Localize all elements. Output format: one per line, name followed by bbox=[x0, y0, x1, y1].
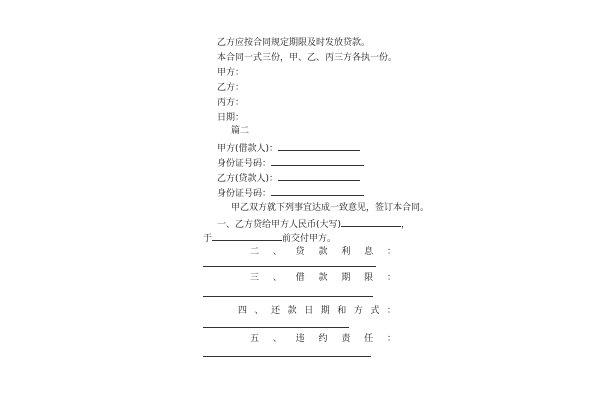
clause-5-char: 违 bbox=[295, 334, 305, 344]
clause-5-char: 五 bbox=[250, 334, 260, 344]
clause-2-char: 、 bbox=[272, 247, 282, 257]
borrower-row bbox=[217, 141, 360, 155]
clause-4-char: 款 bbox=[287, 306, 297, 316]
id-number-row-2 bbox=[217, 186, 364, 200]
clause-3-char: 期 bbox=[341, 273, 351, 283]
clause-2-char: 利 bbox=[341, 247, 351, 257]
clause-4-char: 四 bbox=[238, 306, 248, 316]
clause-4-char: 式 bbox=[370, 306, 380, 316]
signature-party-c: 丙方： bbox=[217, 98, 245, 108]
clause-1-line-2-prefix: 于 bbox=[203, 234, 213, 244]
clause-3-char: 三 bbox=[250, 273, 260, 283]
id-number-label-1: 身份证号码： bbox=[217, 159, 272, 169]
clause-4-heading bbox=[238, 305, 396, 317]
section-two-heading: 篇二 bbox=[231, 126, 250, 136]
clause-2-char: 息 bbox=[364, 247, 374, 257]
clause-5-char: 约 bbox=[318, 334, 328, 344]
clause-2-char: 款 bbox=[318, 247, 328, 257]
clause-3-blank-line bbox=[203, 296, 373, 297]
clause-1-amount-blank bbox=[341, 217, 401, 227]
clause-2-char: 贷 bbox=[295, 247, 305, 257]
clause-3-char: 款 bbox=[318, 273, 328, 283]
signature-party-a: 甲方： bbox=[217, 68, 245, 78]
clause-3-char: 限 bbox=[364, 273, 374, 283]
signature-date: 日期： bbox=[217, 113, 245, 123]
clause-4-char: 方 bbox=[353, 306, 363, 316]
clause-1-suffix: ， bbox=[401, 220, 411, 230]
clause-4-char: 还 bbox=[271, 306, 281, 316]
clause-4-char: 和 bbox=[337, 306, 347, 316]
borrower-label: 甲方(借款人)： bbox=[217, 144, 279, 154]
clause-5-char: 任 bbox=[364, 334, 374, 344]
borrower-blank bbox=[278, 141, 360, 151]
paragraph-copies: 本合同一式三份，甲、乙、丙三方各执一份。 bbox=[217, 53, 398, 63]
clause-4-char: 日 bbox=[304, 306, 314, 316]
clause-3-heading bbox=[250, 272, 396, 284]
clause-1-row-2 bbox=[203, 231, 336, 245]
clause-4-char: 、 bbox=[254, 306, 264, 316]
clause-3-char: 借 bbox=[295, 273, 305, 283]
clause-4-blank-line bbox=[203, 327, 349, 328]
id-number-row-1 bbox=[217, 156, 364, 170]
clause-1-row bbox=[217, 217, 410, 231]
clause-5-char: 、 bbox=[272, 334, 282, 344]
clause-4-char: ： bbox=[386, 306, 396, 316]
signature-party-b: 乙方： bbox=[217, 83, 245, 93]
paragraph-timely-loan: 乙方应按合同规定期限及时发放贷款。 bbox=[217, 38, 371, 48]
clause-3-char: 、 bbox=[272, 273, 282, 283]
clause-5-char: ： bbox=[386, 334, 396, 344]
clause-5-blank-line bbox=[203, 356, 371, 357]
clause-1-line-2-suffix: 前交付甲方。 bbox=[282, 234, 337, 244]
clause-1-prefix: 一、乙方贷给甲方人民币(大写) bbox=[217, 220, 342, 230]
clause-2-char: 二 bbox=[250, 247, 260, 257]
clause-2-heading bbox=[250, 246, 396, 258]
clause-5-char: 责 bbox=[341, 334, 351, 344]
clause-2-char: ： bbox=[386, 247, 396, 257]
intro-sentence: 甲乙双方就下列事宜达成一致意见，签订本合同。 bbox=[231, 203, 430, 213]
lender-label: 乙方(贷款人)： bbox=[217, 174, 279, 184]
lender-row bbox=[217, 171, 360, 185]
clause-5-heading bbox=[250, 333, 396, 345]
id-number-blank-1 bbox=[271, 156, 364, 166]
clause-2-blank-line bbox=[203, 266, 376, 267]
lender-blank bbox=[278, 171, 360, 181]
id-number-label-2: 身份证号码： bbox=[217, 189, 272, 199]
clause-3-char: ： bbox=[386, 273, 396, 283]
id-number-blank-2 bbox=[271, 186, 364, 196]
clause-4-char: 期 bbox=[320, 306, 330, 316]
clause-1-date-blank bbox=[212, 231, 282, 241]
